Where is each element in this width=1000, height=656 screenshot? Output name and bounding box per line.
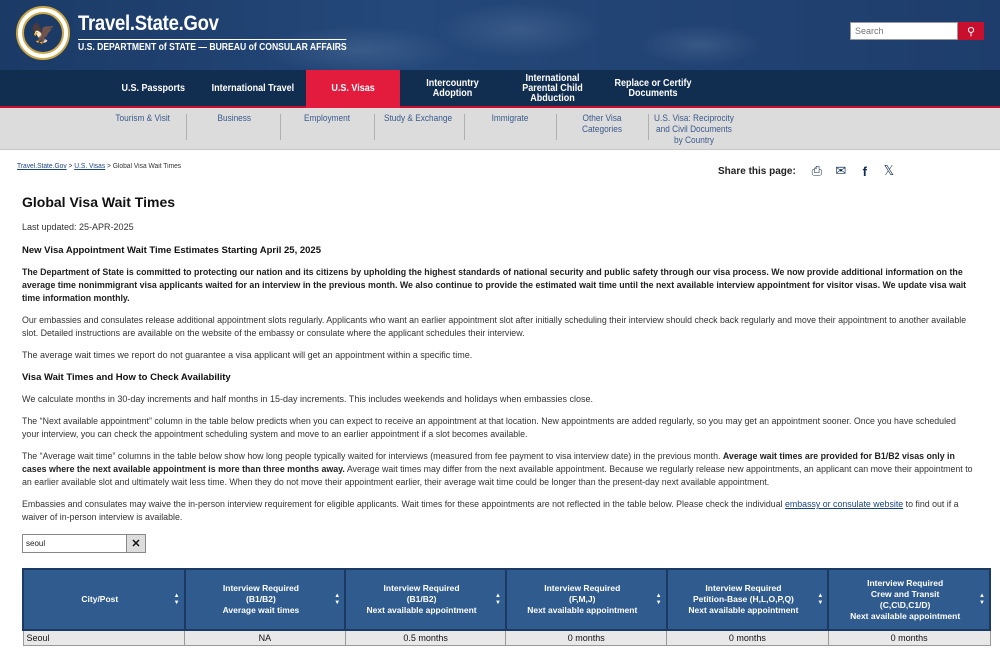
main-navigation — [0, 70, 1000, 108]
subnav-divider — [280, 114, 281, 140]
main-content — [22, 196, 992, 533]
subnav-divider — [374, 114, 375, 140]
header-line: Average wait times — [222, 605, 300, 615]
increments-paragraph: We calculate months in 30-day increments and half months in 15-day increments. This includes weekends and holidays when embassies close. — [22, 394, 593, 404]
average-wait-text-continued: Average wait times may differ from the next available appointment. Because we regularly release new appointments, an applicant can move their appointment to an earlier available slot and ultimately wait less time. When they do not move their appointment earlier, their average wait time could be longer than the present-day next available appointment. — [22, 464, 973, 487]
cell-fmj-next: 0 months — [506, 630, 667, 645]
average-wait-paragraph — [22, 450, 973, 489]
sort-icon: ▲ ▼ — [817, 592, 824, 606]
section-heading-check-availability: Visa Wait Times and How to Check Availability — [22, 372, 231, 383]
column-header-petition-next[interactable] — [667, 569, 829, 630]
subnav-employment[interactable]: Employment — [303, 113, 351, 123]
header-line: Interview Required — [867, 577, 944, 588]
breadcrumb-current: Global Visa Wait Times — [112, 163, 182, 170]
subnav-other-visa-categories[interactable]: Other Visa Categories — [581, 113, 623, 134]
header-line: Interview Required — [383, 583, 460, 593]
subnav-tourism-visit[interactable]: Tourism & Visit — [115, 113, 171, 123]
nav-us-visas[interactable]: U.S. Visas — [306, 70, 400, 108]
header-line: Next available appointment — [688, 605, 799, 615]
table-row — [23, 630, 990, 645]
column-header-b1b2-average[interactable] — [185, 569, 346, 630]
nav-us-passports[interactable]: U.S. Passports — [121, 83, 185, 94]
eagle-icon: 🦅 — [22, 12, 64, 54]
facebook-icon[interactable]: f — [862, 163, 867, 179]
print-icon[interactable]: ⎙ — [811, 163, 823, 178]
table-filter — [22, 534, 146, 553]
sort-icon: ▲ ▼ — [979, 592, 985, 606]
header-line: (B1/B2) — [406, 594, 437, 604]
search-button[interactable] — [958, 22, 984, 40]
header-line: Interview Required — [222, 583, 299, 593]
waiver-text: Embassies and consulates may waive the in-person interview requirement for eligible applicants. Wait times for these appointments are not reflected in the table below. Please check the individual — [22, 499, 786, 509]
column-header-fmj-next[interactable] — [506, 569, 667, 630]
header-line: Next available appointment — [366, 605, 477, 615]
sort-icon: ▲ ▼ — [173, 592, 180, 606]
sort-icon: ▲ ▼ — [655, 592, 662, 606]
site-header — [0, 0, 1000, 70]
sort-icon: ▲ ▼ — [334, 592, 341, 606]
subnav-immigrate[interactable]: Immigrate — [491, 113, 529, 123]
email-icon[interactable]: ✉ — [835, 163, 847, 178]
average-wait-text: The “Average wait time” columns in the table below show how long people typically waited for interviews (measured from fee payment to visa interview date) in the previous month. — [22, 451, 723, 461]
header-line: (F,M,J) — [569, 594, 596, 604]
cell-petition-next: 0 months — [667, 630, 829, 645]
cell-b1b2-average: NA — [185, 630, 346, 645]
wait-times-table — [22, 568, 991, 646]
column-header-crew-transit-next[interactable] — [828, 569, 990, 630]
header-line: Next available appointment — [527, 605, 638, 615]
page-title: Global Visa Wait Times — [22, 194, 176, 210]
nav-intercountry-adoption[interactable]: Intercountry Adoption — [426, 78, 479, 99]
breadcrumb-separator: > — [66, 163, 75, 170]
header-line: Next available appointment — [850, 610, 961, 621]
header-line: (C,C\D,C1/D) — [879, 599, 931, 610]
subnav-divider — [464, 114, 465, 140]
subnav-business[interactable]: Business — [217, 113, 251, 123]
header-line: Crew and Transit — [870, 588, 940, 599]
nav-international-parental-child-abduction[interactable]: International Parental Child Abduction — [522, 73, 583, 104]
last-updated: Last updated: 25-APR-2025 — [22, 222, 134, 232]
next-available-paragraph: The “Next available appointment” column in the table below predicts when you can expect to receive an appointment at that location. New appointments are added regularly, so you may get an appointment sooner. Once you have scheduled your interview, you can check the appointment scheduling system and move to an earlier appointment if a slot becomes available. — [22, 416, 956, 439]
x-twitter-icon[interactable]: 𝕏 — [883, 163, 895, 179]
site-subtitle: U.S. DEPARTMENT of STATE — BUREAU of CONSULAR AFFAIRS — [78, 39, 347, 53]
subnav-visa-reciprocity[interactable]: U.S. Visa: Reciprocity and Civil Documents by Country — [654, 113, 734, 145]
cell-crew-transit-next: 0 months — [828, 630, 990, 645]
subnav-study-exchange[interactable]: Study & Exchange — [383, 113, 453, 123]
waiver-text-continued: to find out if a waiver of in-person interview is available. — [22, 499, 959, 522]
city-filter-input[interactable] — [22, 534, 127, 553]
intro-paragraph: The Department of State is committed to protecting our nation and its citizens by upholding the highest standards of national security and public safety through our visa process. We now provide additional information on the average time nonimmigrant visa applicants waited for an interview in the previous month. We also continue to provide the estimated wait time until the next available interview appointment for visitor visas. We update visa wait time information monthly. — [22, 267, 967, 303]
site-brand[interactable] — [78, 12, 390, 53]
share-label: Share this page: — [718, 165, 796, 177]
search-input[interactable] — [850, 22, 958, 40]
sort-icon: ▲ ▼ — [494, 592, 501, 606]
breadcrumb — [17, 163, 181, 170]
nav-international-travel[interactable]: International Travel — [211, 83, 295, 94]
site-title: Travel.State.Gov — [78, 12, 219, 35]
column-header-city-post[interactable] — [23, 569, 185, 630]
average-wait-bold-text: Average wait times are provided for B1/B2 visas only in cases where the next available appointment is more than three months away. — [22, 451, 955, 474]
header-line: Petition-Base (H,L,O,P,Q) — [692, 594, 794, 604]
nav-replace-or-certify-documents[interactable]: Replace or Certify Documents — [614, 78, 692, 99]
sub-navigation — [0, 108, 1000, 150]
waiver-paragraph — [22, 498, 973, 524]
subnav-divider — [556, 114, 557, 140]
guarantee-paragraph: The average wait times we report do not guarantee a visa applicant will get an appointment within a specific time. — [22, 350, 473, 360]
close-icon: ✕ — [131, 538, 141, 550]
subnav-divider — [648, 114, 649, 140]
column-header-b1b2-next[interactable] — [345, 569, 506, 630]
share-bar — [718, 163, 896, 179]
department-seal-logo[interactable] — [16, 6, 70, 60]
header-line: Interview Required — [705, 583, 782, 593]
breadcrumb-visas-link[interactable]: U.S. Visas — [74, 163, 106, 170]
cell-city: Seoul — [23, 630, 185, 645]
slots-paragraph: Our embassies and consulates release additional appointment slots regularly. Applicants who want an earlier appointment slot after initially scheduling their interview should check back regularly and move their appointment to another available slot. Detailed instructions are available on the website of the embassy or consulate where the applicant schedules their interview. — [22, 315, 967, 338]
header-line: City/Post — [81, 594, 119, 604]
header-line: Interview Required — [544, 583, 621, 593]
embassy-website-link[interactable]: embassy or consulate website — [785, 499, 904, 509]
section-heading-new-estimates: New Visa Appointment Wait Time Estimates Starting April 25, 2025 — [22, 245, 321, 256]
search-icon: ⚲ — [966, 25, 976, 38]
header-line: (B1/B2) — [246, 594, 276, 604]
cell-b1b2-next: 0.5 months — [345, 630, 506, 645]
breadcrumb-separator: > — [105, 163, 113, 170]
clear-filter-button[interactable] — [127, 534, 146, 553]
breadcrumb-home-link[interactable]: Travel.State.Gov — [17, 163, 67, 170]
subnav-divider — [186, 114, 187, 140]
